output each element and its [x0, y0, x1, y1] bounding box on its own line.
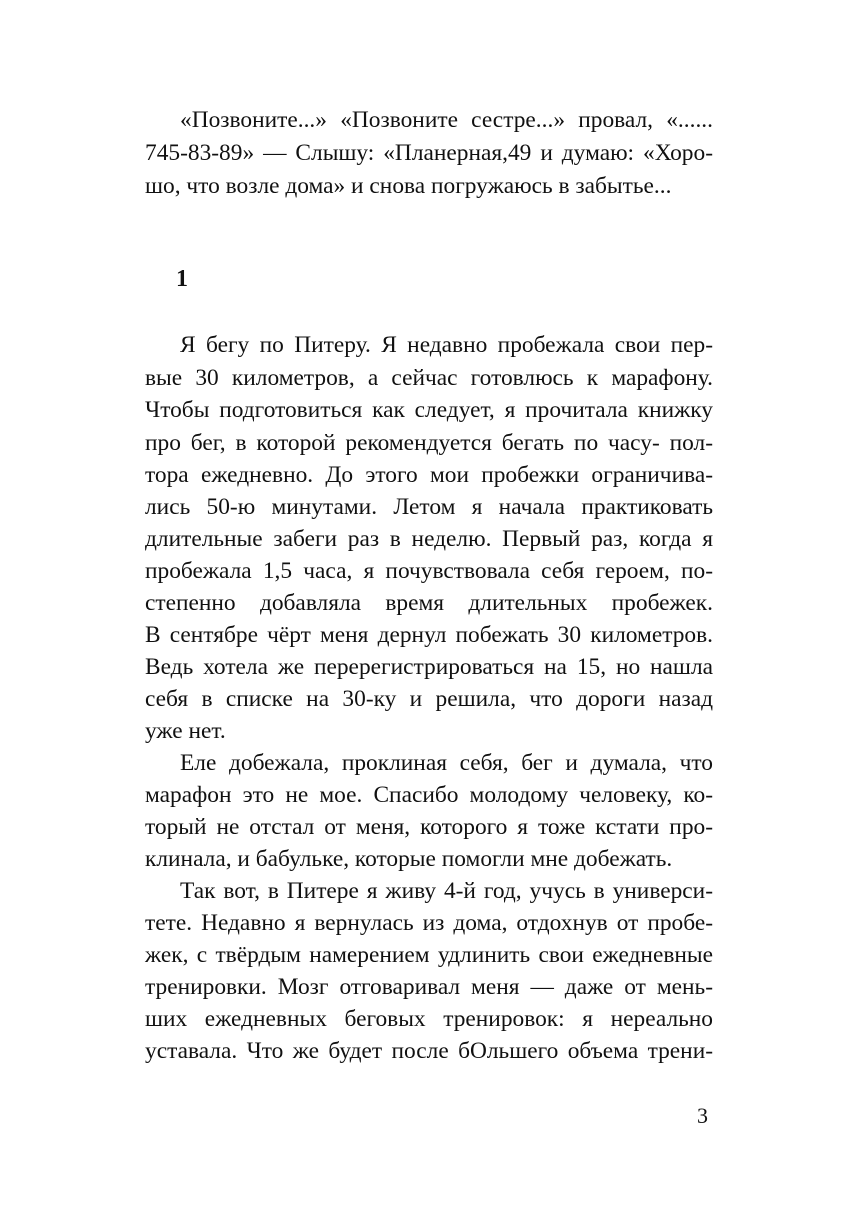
- paragraph1-line: В сентябре чёрт меня дернул побежать 30 километров.: [145, 622, 713, 648]
- paragraph3-line: уставала. Что же будет после бОльшего объема трени-: [145, 1038, 713, 1064]
- paragraph3-line: Так вот, в Питере я живу 4-й год, учусь в универси-: [180, 878, 713, 904]
- paragraph1-line: про бег, в которой рекомендуется бегать по часу- пол-: [145, 430, 713, 456]
- paragraph1-line: вые 30 километров, а сейчас готовлюсь к марафону.: [145, 365, 713, 391]
- paragraph2-line: марафон это не мое. Спасибо молодому человеку, ко-: [145, 782, 713, 808]
- paragraph1-line: длительные забеги раз в неделю. Первый раз, когда я: [145, 526, 713, 552]
- paragraph1-line: лись 50-ю минутами. Летом я начала практиковать: [145, 494, 713, 520]
- paragraph1-line: Чтобы подготовиться как следует, я прочитала книжку: [145, 397, 713, 423]
- paragraph1-line: тора ежедневно. До этого мои пробежки ограничива-: [145, 462, 713, 488]
- paragraph3-line: жек, с твёрдым намерением удлинить свои ежедневные: [145, 942, 713, 968]
- paragraph1-line: Я бегу по Питеру. Я недавно пробежала свои пер-: [180, 332, 713, 358]
- page-number: 3: [697, 1103, 708, 1128]
- paragraph3-line: тете. Недавно я вернулась из дома, отдохнув от пробе-: [145, 910, 713, 936]
- intro-line: шо, что возле дома» и снова погружаюсь в забытье...: [145, 173, 672, 199]
- paragraph1-line: степенно добавляла время длительных пробежек.: [145, 590, 713, 616]
- paragraph3-line: тренировки. Мозг отговаривал меня — даже от мень-: [145, 974, 713, 1000]
- paragraph1-line: пробежала 1,5 часа, я почувствовала себя героем, по-: [145, 558, 713, 584]
- paragraph1-line: себя в списке на 30-ку и решила, что дороги назад: [145, 686, 713, 712]
- intro-line: «Позвоните...» «Позвоните сестре...» провал, «......: [180, 107, 713, 133]
- paragraph3-line: ших ежедневных беговых тренировок: я нереально: [145, 1006, 713, 1032]
- paragraph1-line: уже нет.: [145, 718, 226, 744]
- paragraph2-line: клинала, и бабульке, которые помогли мне добежать.: [145, 846, 673, 872]
- chapter-number: 1: [176, 266, 188, 292]
- paragraph2-line: Еле добежала, проклиная себя, бег и думала, что: [180, 750, 713, 776]
- intro-line: 745-83-89» — Слышу: «Планерная,49 и думаю: «Хоро-: [145, 140, 713, 166]
- paragraph1-line: Ведь хотела же перерегистрироваться на 15, но нашла: [145, 654, 713, 680]
- paragraph2-line: торый не отстал от меня, которого я тоже кстати про-: [145, 814, 713, 840]
